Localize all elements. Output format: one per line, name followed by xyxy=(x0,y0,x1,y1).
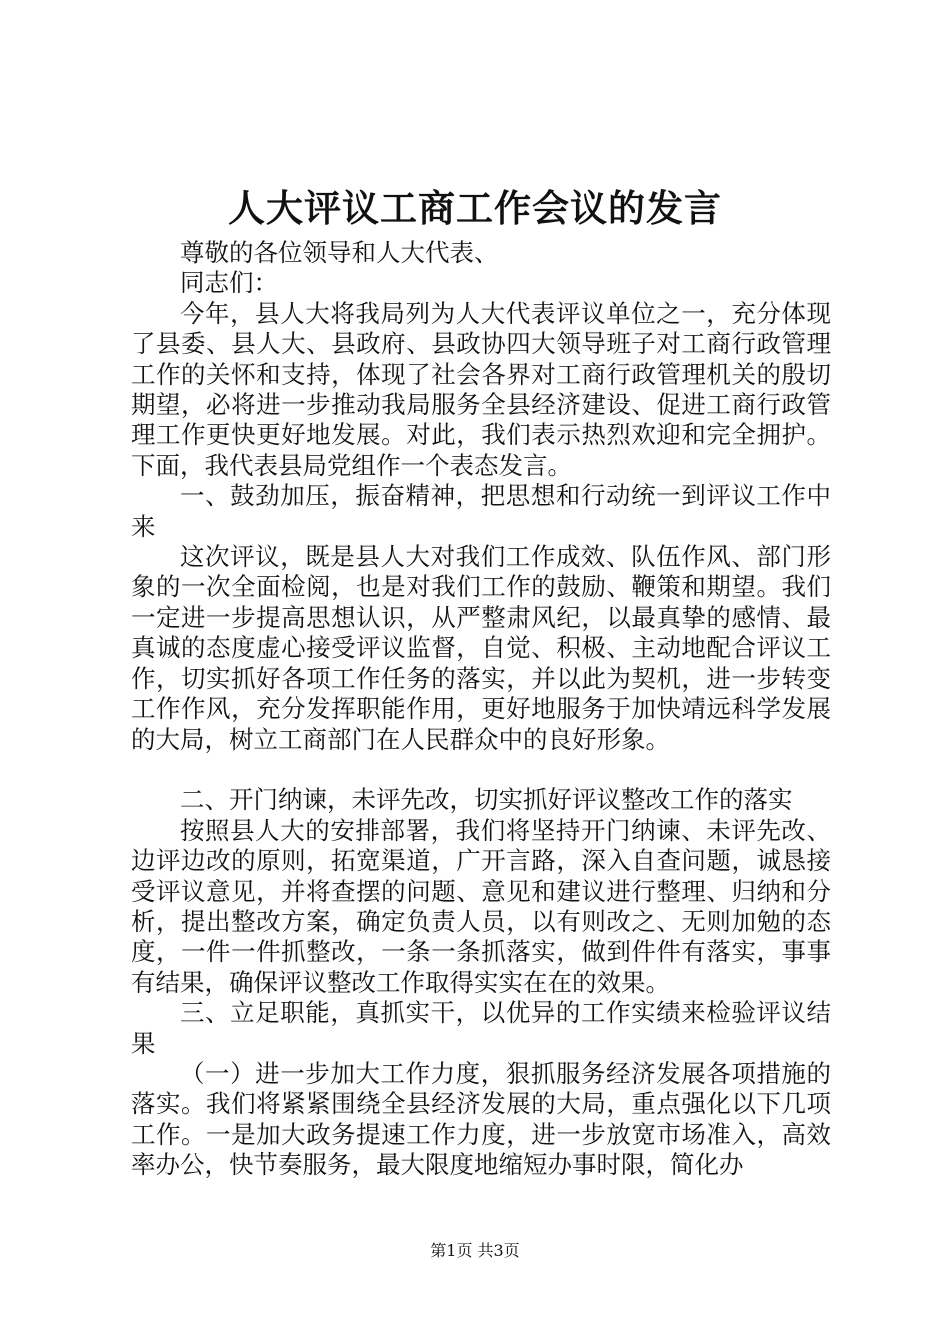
blank-line xyxy=(131,755,831,785)
body-paragraph: 这次评议，既是县人大对我们工作成效、队伍作风、部门形象的一次全面检阅，也是对我们工作的鼓励、鞭策和期望。我们一定进一步提高思想认识，从严整肃风纪，以最真挚的感情、最真诚的态度虚心接受评议监督，自觉、积极、主动地配合评议工作，切实抓好各项工作任务的落实，并以此为契机，进一步转变工作作风，充分发挥职能作用，更好地服务于加快靖远科学发展的大局，树立工商部门在人民群众中的良好形象。 xyxy=(131,542,831,754)
salutation-line: 尊敬的各位领导和人大代表、 xyxy=(180,238,499,267)
document-title: 人大评议工商工作会议的发言 xyxy=(228,186,722,230)
body-paragraph: 今年，县人大将我局列为人大代表评议单位之一，充分体现了县委、县人大、县政府、县政协四大领导班子对工商行政管理工作的关怀和支持，体现了社会各界对工商行政管理机关的殷切期望，必将进一步推动我局服务全县经济建设、促进工商行政管理工作更快更好地发展。对此，我们表示热烈欢迎和完全拥护。下面，我代表县局党组作一个表态发言。 xyxy=(131,298,831,480)
page-footer: 第1页 共3页 xyxy=(430,1241,520,1260)
section-heading: 三、立足职能，真抓实干，以优异的工作实绩来检验评议结果 xyxy=(131,998,831,1058)
section-heading: 二、开门纳谏，未评先改，切实抓好评议整改工作的落实 xyxy=(180,785,793,815)
body-paragraph: （一）进一步加大工作力度，狠抓服务经济发展各项措施的落实。我们将紧紧围绕全县经济发展的大局，重点强化以下几项工作。一是加大政务提速工作力度，进一步放宽市场准入，高效率办公，快节奏服务，最大限度地缩短办事时限，简化办 xyxy=(131,1058,831,1180)
salutation-line: 同志们： xyxy=(180,268,278,298)
section-heading: 一、鼓劲加压，振奋精神，把思想和行动统一到评议工作中来 xyxy=(131,481,831,541)
document-body xyxy=(131,238,831,1181)
body-paragraph: 按照县人大的安排部署，我们将坚持开门纳谏、未评先改、边评边改的原则，拓宽渠道，广开言路，深入自查问题，诚恳接受评议意见，并将查摆的问题、意见和建议进行整理、归纳和分析，提出整改方案，确定负责人员，以有则改之、无则加勉的态度，一件一件抓整改，一条一条抓落实，做到件件有落实，事事有结果，确保评议整改工作取得实实在在的效果。 xyxy=(131,815,831,997)
